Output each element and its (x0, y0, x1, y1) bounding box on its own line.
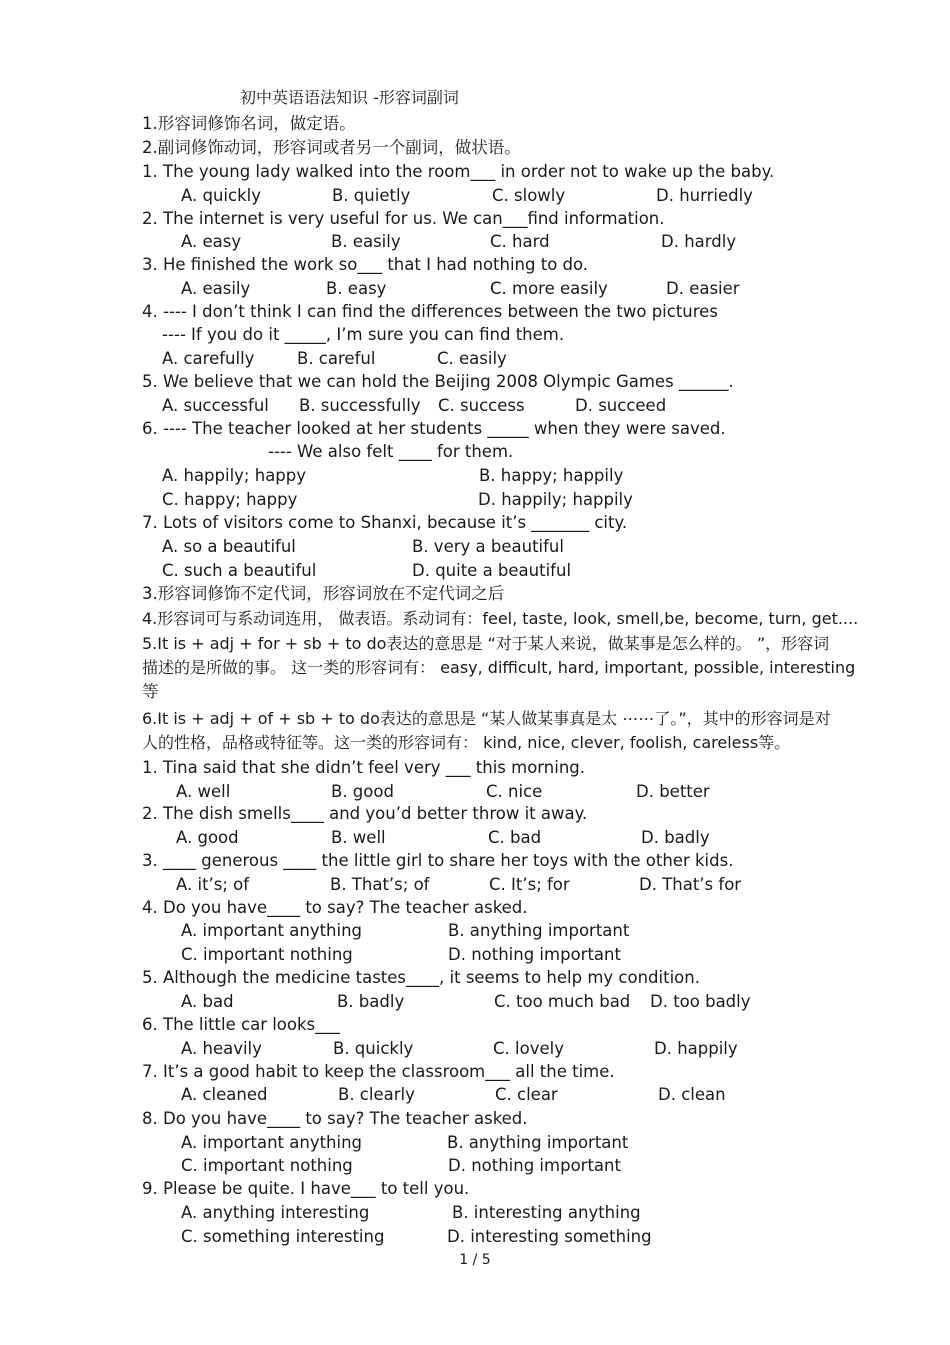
option: C. too much bad (494, 992, 631, 1011)
option: C. hard (490, 232, 550, 251)
rule-line: 3.形容词修饰不定代词，形容词放在不定代词之后 (142, 584, 505, 603)
option: A. happily; happy (162, 466, 307, 485)
option: D. too badly (650, 992, 751, 1011)
question-line: 9. Please be quite. I have___ to tell you. (142, 1179, 470, 1198)
option: D. badly (641, 828, 710, 847)
option: D. succeed (575, 396, 667, 415)
option: B. quietly (332, 186, 411, 205)
option: B. anything important (447, 1133, 629, 1152)
option: A. important anything (181, 1133, 363, 1152)
option: B. well (331, 828, 386, 847)
option: C. bad (488, 828, 542, 847)
option: B. badly (337, 992, 405, 1011)
option: D. happily; happily (478, 490, 633, 509)
option: A. quickly (181, 186, 261, 205)
option: C. slowly (492, 186, 566, 205)
option: D. That’s for (639, 875, 742, 894)
question-line: ---- We also felt ____ for them. (268, 442, 514, 461)
option: C. important nothing (181, 945, 353, 964)
question-line: 1. Tina said that she didn’t feel very ___ this morning. (142, 758, 585, 777)
option: B. very a beautiful (412, 537, 564, 556)
question-line: 6. ---- The teacher looked at her students _____ when they were saved. (142, 419, 726, 438)
question-line: 5. Although the medicine tastes____, it seems to help my condition. (142, 968, 700, 987)
option: C. nice (486, 782, 543, 801)
option: C. happy; happy (162, 490, 298, 509)
option: B. successfully (299, 396, 421, 415)
option: D. clean (658, 1085, 726, 1104)
option: B. good (331, 782, 394, 801)
option: D. better (636, 782, 710, 801)
question-line: 4. Do you have____ to say? The teacher asked. (142, 898, 528, 917)
option: D. nothing important (448, 1156, 621, 1175)
question-line: ---- If you do it _____, I’m sure you can find them. (162, 325, 565, 344)
option: B. quickly (333, 1039, 414, 1058)
option: C. clear (495, 1085, 558, 1104)
option: C. lovely (493, 1039, 564, 1058)
option: B. easily (331, 232, 401, 251)
rule-line: 6.It is + adj + of + sb + to do表达的意思是 “某人做某事真是太 ⋯⋯了。”，其中的形容词是对 (142, 709, 831, 728)
option: A. cleaned (181, 1085, 268, 1104)
option: A. good (176, 828, 239, 847)
option: A. anything interesting (181, 1203, 370, 1222)
option: A. carefully (162, 349, 255, 368)
page-number: 1 / 5 (459, 1252, 491, 1268)
option: A. well (176, 782, 231, 801)
question-line: 1. The young lady walked into the room___ in order not to wake up the baby. (142, 162, 775, 181)
question-line: 3. He finished the work so___ that I had nothing to do. (142, 255, 589, 274)
option: D. easier (666, 279, 740, 298)
question-line: 5. We believe that we can hold the Beijing 2008 Olympic Games ______. (142, 372, 734, 391)
option: C. easily (437, 349, 507, 368)
question-line: 7. Lots of visitors come to Shanxi, because it’s _______ city. (142, 513, 628, 532)
option: C. It’s; for (489, 875, 570, 894)
question-line: 2. The internet is very useful for us. We can___find information. (142, 209, 665, 228)
option: A. successful (162, 396, 269, 415)
question-line: 7. It’s a good habit to keep the classroom___ all the time. (142, 1062, 615, 1081)
option: D. happily (654, 1039, 738, 1058)
question-line: 4. ---- I don’t think I can find the differences between the two pictures (142, 302, 718, 321)
question-line: 8. Do you have____ to say? The teacher asked. (142, 1109, 528, 1128)
option: A. so a beautiful (162, 537, 296, 556)
option: C. success (438, 396, 525, 415)
rule-line: 4.形容词可与系动词连用， 做表语。系动词有：feel, taste, look, smell,be, become, turn, get.... (142, 609, 859, 628)
option: B. clearly (338, 1085, 415, 1104)
option: D. hurriedly (656, 186, 753, 205)
question-line: 3. ____ generous ____ the little girl to share her toys with the other kids. (142, 851, 734, 870)
question-line: 6. The little car looks___ (142, 1015, 340, 1034)
option: B. easy (326, 279, 387, 298)
option: A. bad (181, 992, 234, 1011)
option: B. careful (297, 349, 376, 368)
page-title: 初中英语语法知识 -形容词副词 (240, 88, 459, 107)
rule-line: 1.形容词修饰名词，做定语。 (142, 114, 356, 133)
option: B. happy; happily (479, 466, 624, 485)
option: C. important nothing (181, 1156, 353, 1175)
rule-line: 5.It is + adj + for + sb + to do表达的意思是 “对于某人来说，做某事是怎么样的。 ”，形容词 (142, 634, 830, 653)
option: A. easy (181, 232, 242, 251)
rule-line: 描述的是所做的事。 这一类的形容词有： easy, difficult, hard, important, possible, interesting (142, 658, 856, 677)
option: D. hardly (661, 232, 737, 251)
question-line: 2. The dish smells____ and you’d better throw it away. (142, 804, 588, 823)
option: C. such a beautiful (162, 561, 317, 580)
option: D. quite a beautiful (412, 561, 572, 580)
option: B. anything important (448, 921, 630, 940)
rule-line: 人的性格，品格或特征等。这一类的形容词有： kind, nice, clever, foolish, careless等。 (142, 733, 791, 752)
rule-line: 2.副词修饰动词，形容词或者另一个副词，做状语。 (142, 138, 521, 157)
option: A. important anything (181, 921, 363, 940)
option: B. interesting anything (452, 1203, 641, 1222)
option: D. interesting something (447, 1227, 652, 1246)
option: A. heavily (181, 1039, 262, 1058)
option: C. something interesting (181, 1227, 385, 1246)
rule-line: 等 (142, 682, 159, 701)
option: A. easily (181, 279, 251, 298)
option: B. That’s; of (330, 875, 430, 894)
option: D. nothing important (448, 945, 621, 964)
option: C. more easily (490, 279, 608, 298)
option: A. it’s; of (176, 875, 250, 894)
